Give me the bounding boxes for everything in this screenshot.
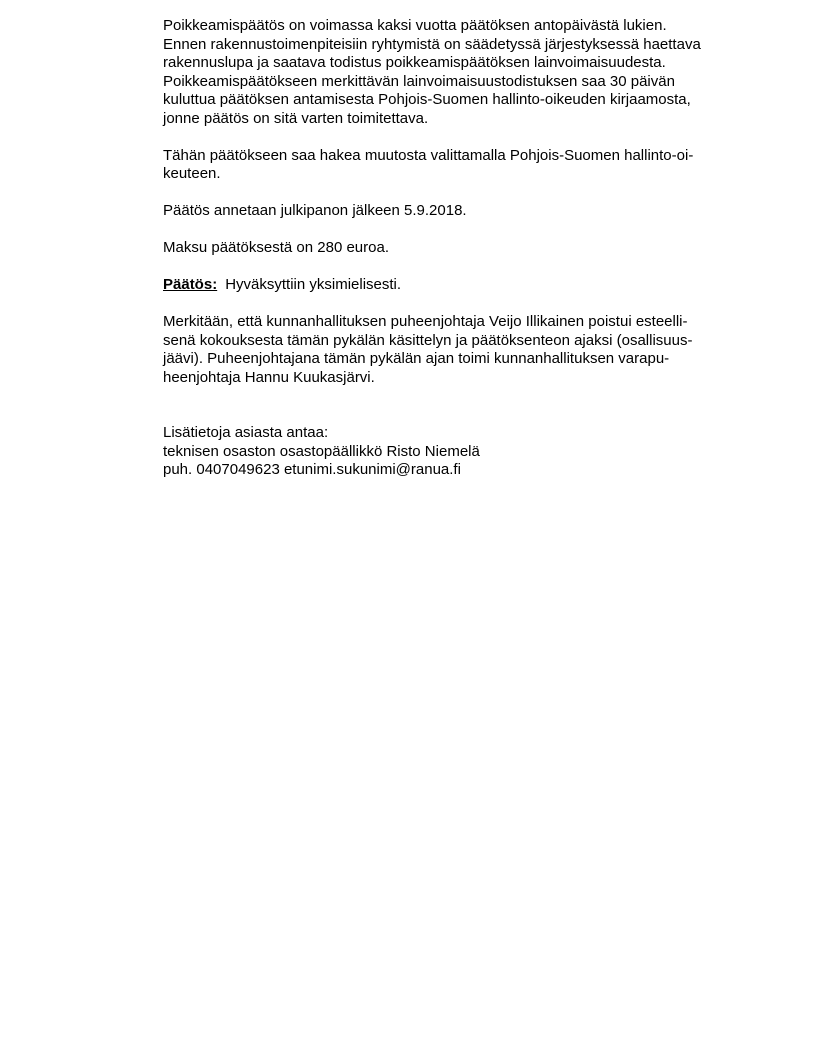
publication-text: Päätös annetaan julkipanon jälkeen 5.9.2018. (163, 202, 467, 219)
text-line: Poikkeamispäätökseen merkittävän lainvoimaisuustodistuksen saa 30 päivän (163, 72, 675, 90)
contact-person: teknisen osaston osastopäällikkö Risto Niemelä (163, 442, 480, 460)
decision-text: Hyväksyttiin yksimielisesti. (225, 276, 402, 293)
note-paragraph (163, 313, 763, 387)
decision-label: Päätös: (163, 276, 218, 293)
text-line: Poikkeamispäätös on voimassa kaksi vuotta päätöksen antopäivästä lukien. (163, 17, 667, 34)
decision-line (163, 276, 763, 295)
validity-paragraph (163, 17, 763, 128)
text-line: Ennen rakennustoimenpiteisiin ryhtymistä on säädetyssä järjestyksessä haettava (163, 35, 701, 53)
text-line: jäävi). Puheenjohtajana tämän pykälän ajan toimi kunnanhallituksen varapu- (163, 350, 670, 367)
text-line: jonne päätös on sitä varten toimitettava. (163, 109, 429, 127)
document-page (163, 17, 763, 480)
text-line: senä kokouksesta tämän pykälän käsittelyn ja päätöksenteon ajaksi (osallisuus- (163, 331, 693, 349)
text-line: heenjohtaja Hannu Kuukasjärvi. (163, 368, 375, 386)
text-line: rakennuslupa ja saatava todistus poikkeamispäätöksen lainvoimaisuudesta. (163, 54, 666, 71)
contact-heading: Lisätietoja asiasta antaa: (163, 424, 329, 441)
text-line: keuteen. (163, 165, 221, 182)
text-line: Merkitään, että kunnanhallituksen puheenjohtaja Veijo Illikainen poistui esteelli- (163, 313, 688, 330)
text-line: kuluttua päätöksen antamisesta Pohjois-Suomen hallinto-oikeuden kirjaamosta, (163, 91, 691, 108)
text-line: Tähän päätökseen saa hakea muutosta valittamalla Pohjois-Suomen hallinto-oi- (163, 146, 694, 164)
appeal-paragraph (163, 147, 763, 184)
contact-details: puh. 0407049623 etunimi.sukunimi@ranua.fi (163, 461, 461, 478)
contact-info (163, 424, 763, 480)
fee-text: Maksu päätöksestä on 280 euroa. (163, 239, 389, 256)
